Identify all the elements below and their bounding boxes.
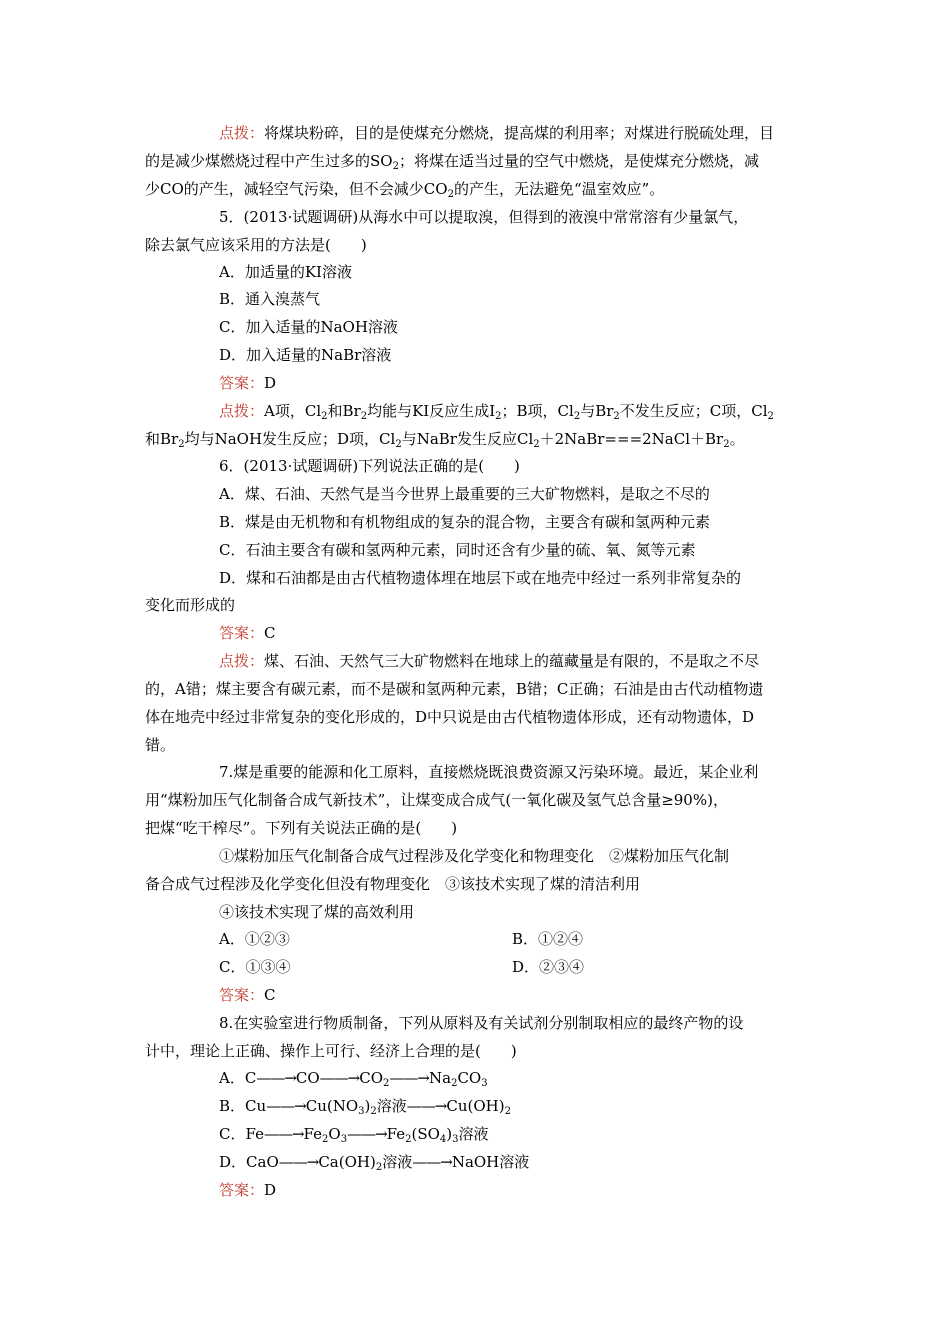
arrow-icon: ——→ xyxy=(406,1097,447,1115)
q5-analysis-line-2: 和$Br_2$均与NaOH发生反应；D项，$Cl_2$与NaBr发生反应$Cl_2+2NaBr===2NaCl+Br_2$。 xyxy=(145,430,745,450)
arrow-icon: ——→ xyxy=(412,1153,452,1171)
analysis-label: 点拨： xyxy=(219,652,265,670)
q7-statement-line-2: 备合成气过程涉及化学变化但没有物理变化 ③该技术实现了煤的清洁利用 xyxy=(145,875,641,893)
q5-option-b: B．通入溴蒸气 xyxy=(219,290,321,308)
q7-statement-line-3: ④该技术实现了煤的高效利用 xyxy=(219,903,415,921)
q7-option-a: A．①②③ xyxy=(219,930,290,948)
answer-label: 答案： xyxy=(219,1181,265,1199)
q5-answer xyxy=(219,373,276,393)
q4-analysis-line-1: 点拨：将煤块粉碎，目的是使煤充分燃烧，提高煤的利用率；对煤进行脱硫处理，目 xyxy=(219,124,775,142)
analysis-label: 点拨： xyxy=(219,402,265,420)
arrow-icon: ——→ xyxy=(256,1069,296,1087)
q6-option-d-line-1: D．煤和石油都是由古代植物遗体埋在地层下或在地壳中经过一系列非常复杂的 xyxy=(219,569,742,587)
q8-option-a: A．$C——\to CO——\to CO_2——\to Na_2CO_3$ xyxy=(219,1069,488,1089)
q5-option-d: D．加入适量的NaBr溶液 xyxy=(219,346,392,364)
answer-value: C xyxy=(264,986,276,1004)
q4-analysis-line-3: 少CO的产生，减轻空气污染，但不会减少$CO_2$的产生，无法避免“温室效应”。 xyxy=(145,180,665,200)
q6-option-c: C．石油主要含有碳和氢两种元素，同时还含有少量的硫、氧、氮等元素 xyxy=(219,541,696,559)
q8-option-b: B．$Cu——\to Cu(NO_3)_2$溶液$——\to Cu(OH)_2$ xyxy=(219,1097,511,1117)
q5-option-c: C．加入适量的NaOH溶液 xyxy=(219,318,398,336)
q6-analysis-line-1: 点拨：煤、石油、天然气三大矿物燃料在地球上的蕴藏量是有限的，不是取之不尽 xyxy=(219,652,760,670)
arrow-icon: ——→ xyxy=(263,1125,304,1143)
q6-option-a: A．煤、石油、天然气是当今世界上最重要的三大矿物燃料，是取之不尽的 xyxy=(219,485,710,503)
answer-label: 答案： xyxy=(219,374,265,392)
q7-option-b: B．①②④ xyxy=(512,930,584,948)
analysis-label: 点拨： xyxy=(219,124,265,142)
q7-stem-line-1: 7.煤是重要的能源和化工原料，直接燃烧既浪费资源又污染环境。最近，某企业利 xyxy=(219,763,759,781)
arrow-icon: ——→ xyxy=(347,1125,387,1143)
q6-option-d-line-2: 变化而形成的 xyxy=(145,596,236,614)
q5-option-a: A．加适量的KI溶液 xyxy=(219,263,352,281)
q4-analysis-line-2: 的是减少煤燃烧过程中产生过多的$SO_2$；将煤在适当过量的空气中燃烧，是使煤充分燃烧，减 xyxy=(145,152,759,172)
q7-option-d: D．②③④ xyxy=(512,958,585,976)
q6-analysis-line-2: 的，A错；煤主要含有碳元素，而不是碳和氢两种元素，B错；C正确；石油是由古代动植物遗 xyxy=(145,680,764,698)
q6-option-b: B．煤是由无机物和有机物组成的复杂的混合物，主要含有碳和氢两种元素 xyxy=(219,513,711,531)
q6-stem: 6．(2013·试题调研)下列说法正确的是( ) xyxy=(219,457,520,475)
q5-stem-line-2: 除去氯气应该采用的方法是( ) xyxy=(145,236,367,254)
q8-answer xyxy=(219,1180,276,1200)
q5-analysis-line-1: 点拨：A项，$Cl_2$和$Br_2$均能与KI反应生成$I_2$；B项，$Cl_2$与$Br_2$不发生反应；C项，$Cl_2$ xyxy=(219,402,774,422)
q8-stem-line-2: 计中，理论上正确、操作上可行、经济上合理的是( ) xyxy=(145,1042,517,1060)
q8-option-c: C．$Fe——\to Fe_2O_3——\to Fe_2(SO_4)_3$溶液 xyxy=(219,1125,489,1145)
arrow-icon: ——→ xyxy=(319,1069,360,1087)
q7-stem-line-2: 用“煤粉加压气化制备合成气新技术”，让煤变成合成气(一氧化碳及氢气总含量≥90%)， xyxy=(145,791,728,809)
q7-answer xyxy=(219,985,276,1005)
q5-stem-line-1: 5．(2013·试题调研)从海水中可以提取溴，但得到的液溴中常常溶有少量氯气， xyxy=(219,208,749,226)
q6-analysis-line-4: 错。 xyxy=(145,736,176,754)
q7-stem-line-3: 把煤“吃干榨尽”。下列有关说法正确的是( ) xyxy=(145,819,458,837)
arrow-icon: ——→ xyxy=(389,1069,429,1087)
q8-stem-line-1: 8.在实验室进行物质制备，下列从原料及有关试剂分别制取相应的最终产物的设 xyxy=(219,1014,744,1032)
answer-label: 答案： xyxy=(219,624,265,642)
answer-value: D xyxy=(264,374,277,392)
q8-option-d: D．$CaO——\to Ca(OH)_2$溶液——→NaOH溶液 xyxy=(219,1153,530,1173)
arrow-icon: ——→ xyxy=(266,1097,306,1115)
answer-value: D xyxy=(264,1181,277,1199)
answer-label: 答案： xyxy=(219,986,265,1004)
q6-analysis-line-3: 体在地壳中经过非常复杂的变化形成的，D中只说是由古代植物遗体形成，还有动物遗体，D xyxy=(145,708,755,726)
q7-option-c: C．①③④ xyxy=(219,958,291,976)
q7-statement-line-1: ①煤粉加压气化制备合成气过程涉及化学变化和物理变化 ②煤粉加压气化制 xyxy=(219,847,730,865)
q6-answer xyxy=(219,623,276,643)
answer-value: C xyxy=(264,624,276,642)
arrow-icon: ——→ xyxy=(278,1153,319,1171)
